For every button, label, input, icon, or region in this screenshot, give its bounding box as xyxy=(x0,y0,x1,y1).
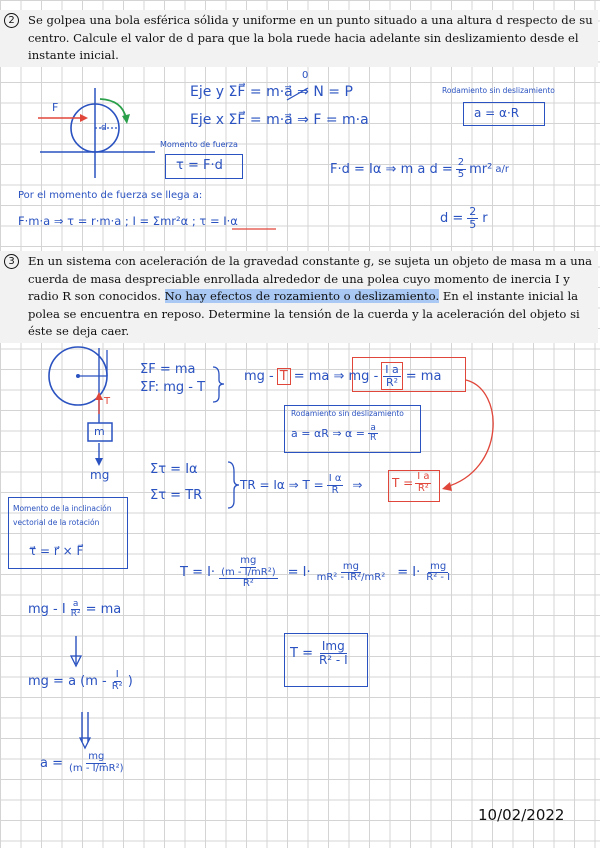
top-equation xyxy=(244,362,441,390)
big-eq2-fraction xyxy=(315,562,388,584)
rodamiento-eq: a = α·R xyxy=(474,106,520,120)
left-eq-3-den: (m - I/mR²) xyxy=(69,762,124,774)
final-T-num: Img xyxy=(321,639,345,653)
por-momento-eq: F·m·a ⇒ τ = r·m·a ; I = Σmr²α ; τ = I·α xyxy=(18,214,238,228)
left-eq-1-den: R² xyxy=(70,609,81,620)
big-T-num-top: mg xyxy=(240,555,257,566)
problem-2-text: Se golpea una bola esférica sólida y uniforme en un punto situado a una altura d respecto de su centro. Calcule el valor de d para que la bola ruede hacia adelante sin deslizamiento desde el instante inicial. xyxy=(28,13,593,62)
force-label: F xyxy=(52,101,59,114)
rodamiento2-eq-lhs: a = αR ⇒ α = xyxy=(291,427,366,441)
left-eq-2-fraction xyxy=(110,670,125,692)
main-eq-num: 2 xyxy=(457,157,465,168)
left-eq-1-fraction xyxy=(69,600,83,620)
result-lhs: d = xyxy=(440,210,464,226)
rodamiento2-eq xyxy=(291,424,378,444)
torque-equation xyxy=(240,474,362,496)
torque-eq-arrow: ⇒ xyxy=(352,478,363,492)
big-T-lhs: T = I· xyxy=(180,565,216,581)
big-eq2-num: mg xyxy=(342,560,359,572)
top-eq-mg: mg - xyxy=(244,368,274,384)
mass-label: m xyxy=(94,425,105,438)
big-eq3-den: R² - I xyxy=(426,572,451,584)
rodamiento-title: Rodamiento sin deslizamiento xyxy=(442,86,555,95)
torque-eq-den: R xyxy=(331,484,339,496)
weight-label: mg xyxy=(90,468,110,482)
por-momento-text: Por el momento de fuerza se llega a: xyxy=(18,190,203,201)
torque-res-den: R² xyxy=(417,482,429,494)
rodamiento2-num: a xyxy=(370,423,376,433)
left-eq-3 xyxy=(40,752,126,774)
problem-3-text-before: En un sistema con aceleración de la gravedad constante g, se sujeta un objeto de masa m a una cuerda de masa despreciable enrollada alrededor de una polea cuyo momento de inercia I y radio R son conocidos. xyxy=(28,254,593,303)
momento-eq: τ = F·d xyxy=(176,158,223,173)
torque-res-num: I a xyxy=(417,471,430,482)
torque-res-lhs: T = xyxy=(392,476,414,490)
sum-forces-1: ΣF = ma xyxy=(140,362,196,377)
rodamiento2-fraction xyxy=(368,424,378,444)
big-eq3-num: mg xyxy=(430,560,447,572)
big-eq3-lhs: = I· xyxy=(397,565,421,581)
top-eq-den: R² xyxy=(385,375,399,389)
final-T-lhs: T = xyxy=(290,645,313,661)
top-eq-num: I a xyxy=(385,363,399,376)
big-T-equation xyxy=(180,556,452,590)
big-T-den: R² xyxy=(242,578,254,589)
eje-x-equation: Eje x ΣF⃗ = m·a⃗ ⇒ F = m·a xyxy=(190,112,369,128)
torque-eq-lhs: TR = Iα ⇒ T = xyxy=(240,478,324,492)
final-T-fraction xyxy=(317,640,350,666)
left-eq-3-num: mg xyxy=(88,751,105,762)
final-T xyxy=(290,640,350,666)
torque-res-fraction xyxy=(415,472,431,494)
big-T-num xyxy=(219,556,278,579)
main-eq-den: 5 xyxy=(457,168,465,180)
result-den: 5 xyxy=(469,217,477,231)
left-eq-1-lhs: mg - I xyxy=(28,602,66,618)
torque-sum-2: Στ = TR xyxy=(150,488,203,503)
momento2-title: Momento de la inclinación vectorial de la rotación xyxy=(13,504,112,527)
problem-3-highlight: No hay efectos de rozamiento o deslizamiento. xyxy=(164,289,440,303)
rodamiento2-title: Rodamiento sin deslizamiento xyxy=(291,409,404,418)
main-eq-lhs: F·d = Iα ⇒ m a d = xyxy=(330,161,453,177)
result-num: 2 xyxy=(469,205,477,218)
top-eq-fraction xyxy=(381,362,402,390)
left-eq-2-lhs: mg = a (m - xyxy=(28,673,107,689)
momento2-eq: τ⃗ = r⃗ × F⃗ xyxy=(29,544,84,558)
big-T-fraction xyxy=(219,556,278,590)
momento-title: Momento de fuerza xyxy=(160,140,238,149)
problem-3-number: 3 xyxy=(4,254,19,269)
date: 10/02/2022 xyxy=(478,806,565,824)
torque-eq-fraction xyxy=(327,474,344,496)
big-T-num-mid: (m - I/mR²) xyxy=(221,566,276,578)
left-eq-1-rhs: = ma xyxy=(85,602,122,618)
left-eq-1-num: a xyxy=(72,599,79,609)
left-eq-3-fraction xyxy=(67,752,126,774)
left-eq-2-den: R² xyxy=(111,680,123,692)
left-eq-3-lhs: a = xyxy=(40,755,63,771)
torque-sum-1: Στ = Iα xyxy=(150,462,198,477)
torque-eq-num: I α xyxy=(328,473,342,484)
rodamiento2-box xyxy=(284,405,421,453)
main-eq-rhs: mr² xyxy=(469,161,493,177)
left-eq-2-num: I xyxy=(115,669,119,680)
height-label: d xyxy=(101,123,107,133)
tension-label: T xyxy=(104,396,111,407)
big-eq2-den: mR² - IR²/mR² xyxy=(316,572,386,584)
momento2-box xyxy=(8,497,128,569)
left-eq-1 xyxy=(28,600,121,620)
result-var: r xyxy=(482,210,488,226)
top-eq-rhs: = ma xyxy=(405,368,442,384)
eje-y-zero: 0 xyxy=(302,70,309,81)
main-eq-tail: a/r xyxy=(495,163,509,175)
torque-result xyxy=(392,472,431,494)
left-eq-2 xyxy=(28,670,133,692)
problem-3-text-after: En el instante inicial la polea se encuentra en reposo. Determine la tensión de la cuerda y la aceleración del objeto si éste se deja caer. xyxy=(28,289,580,338)
final-T-den: R² - I xyxy=(318,652,348,667)
left-eq-2-end: ) xyxy=(127,673,133,689)
rodamiento2-den: R xyxy=(370,433,377,444)
problem-2-number: 2 xyxy=(4,13,19,28)
big-eq3-fraction xyxy=(424,562,452,584)
eje-y-equation: Eje y ΣF⃗ = m·a⃗ ⇒ N = P xyxy=(190,84,353,100)
big-eq2-lhs: = I· xyxy=(287,565,311,581)
sum-forces-2: ΣF: mg - T xyxy=(140,380,206,395)
top-eq-T: T xyxy=(277,368,291,385)
top-eq-rest: = ma ⇒ mg - xyxy=(293,368,379,384)
